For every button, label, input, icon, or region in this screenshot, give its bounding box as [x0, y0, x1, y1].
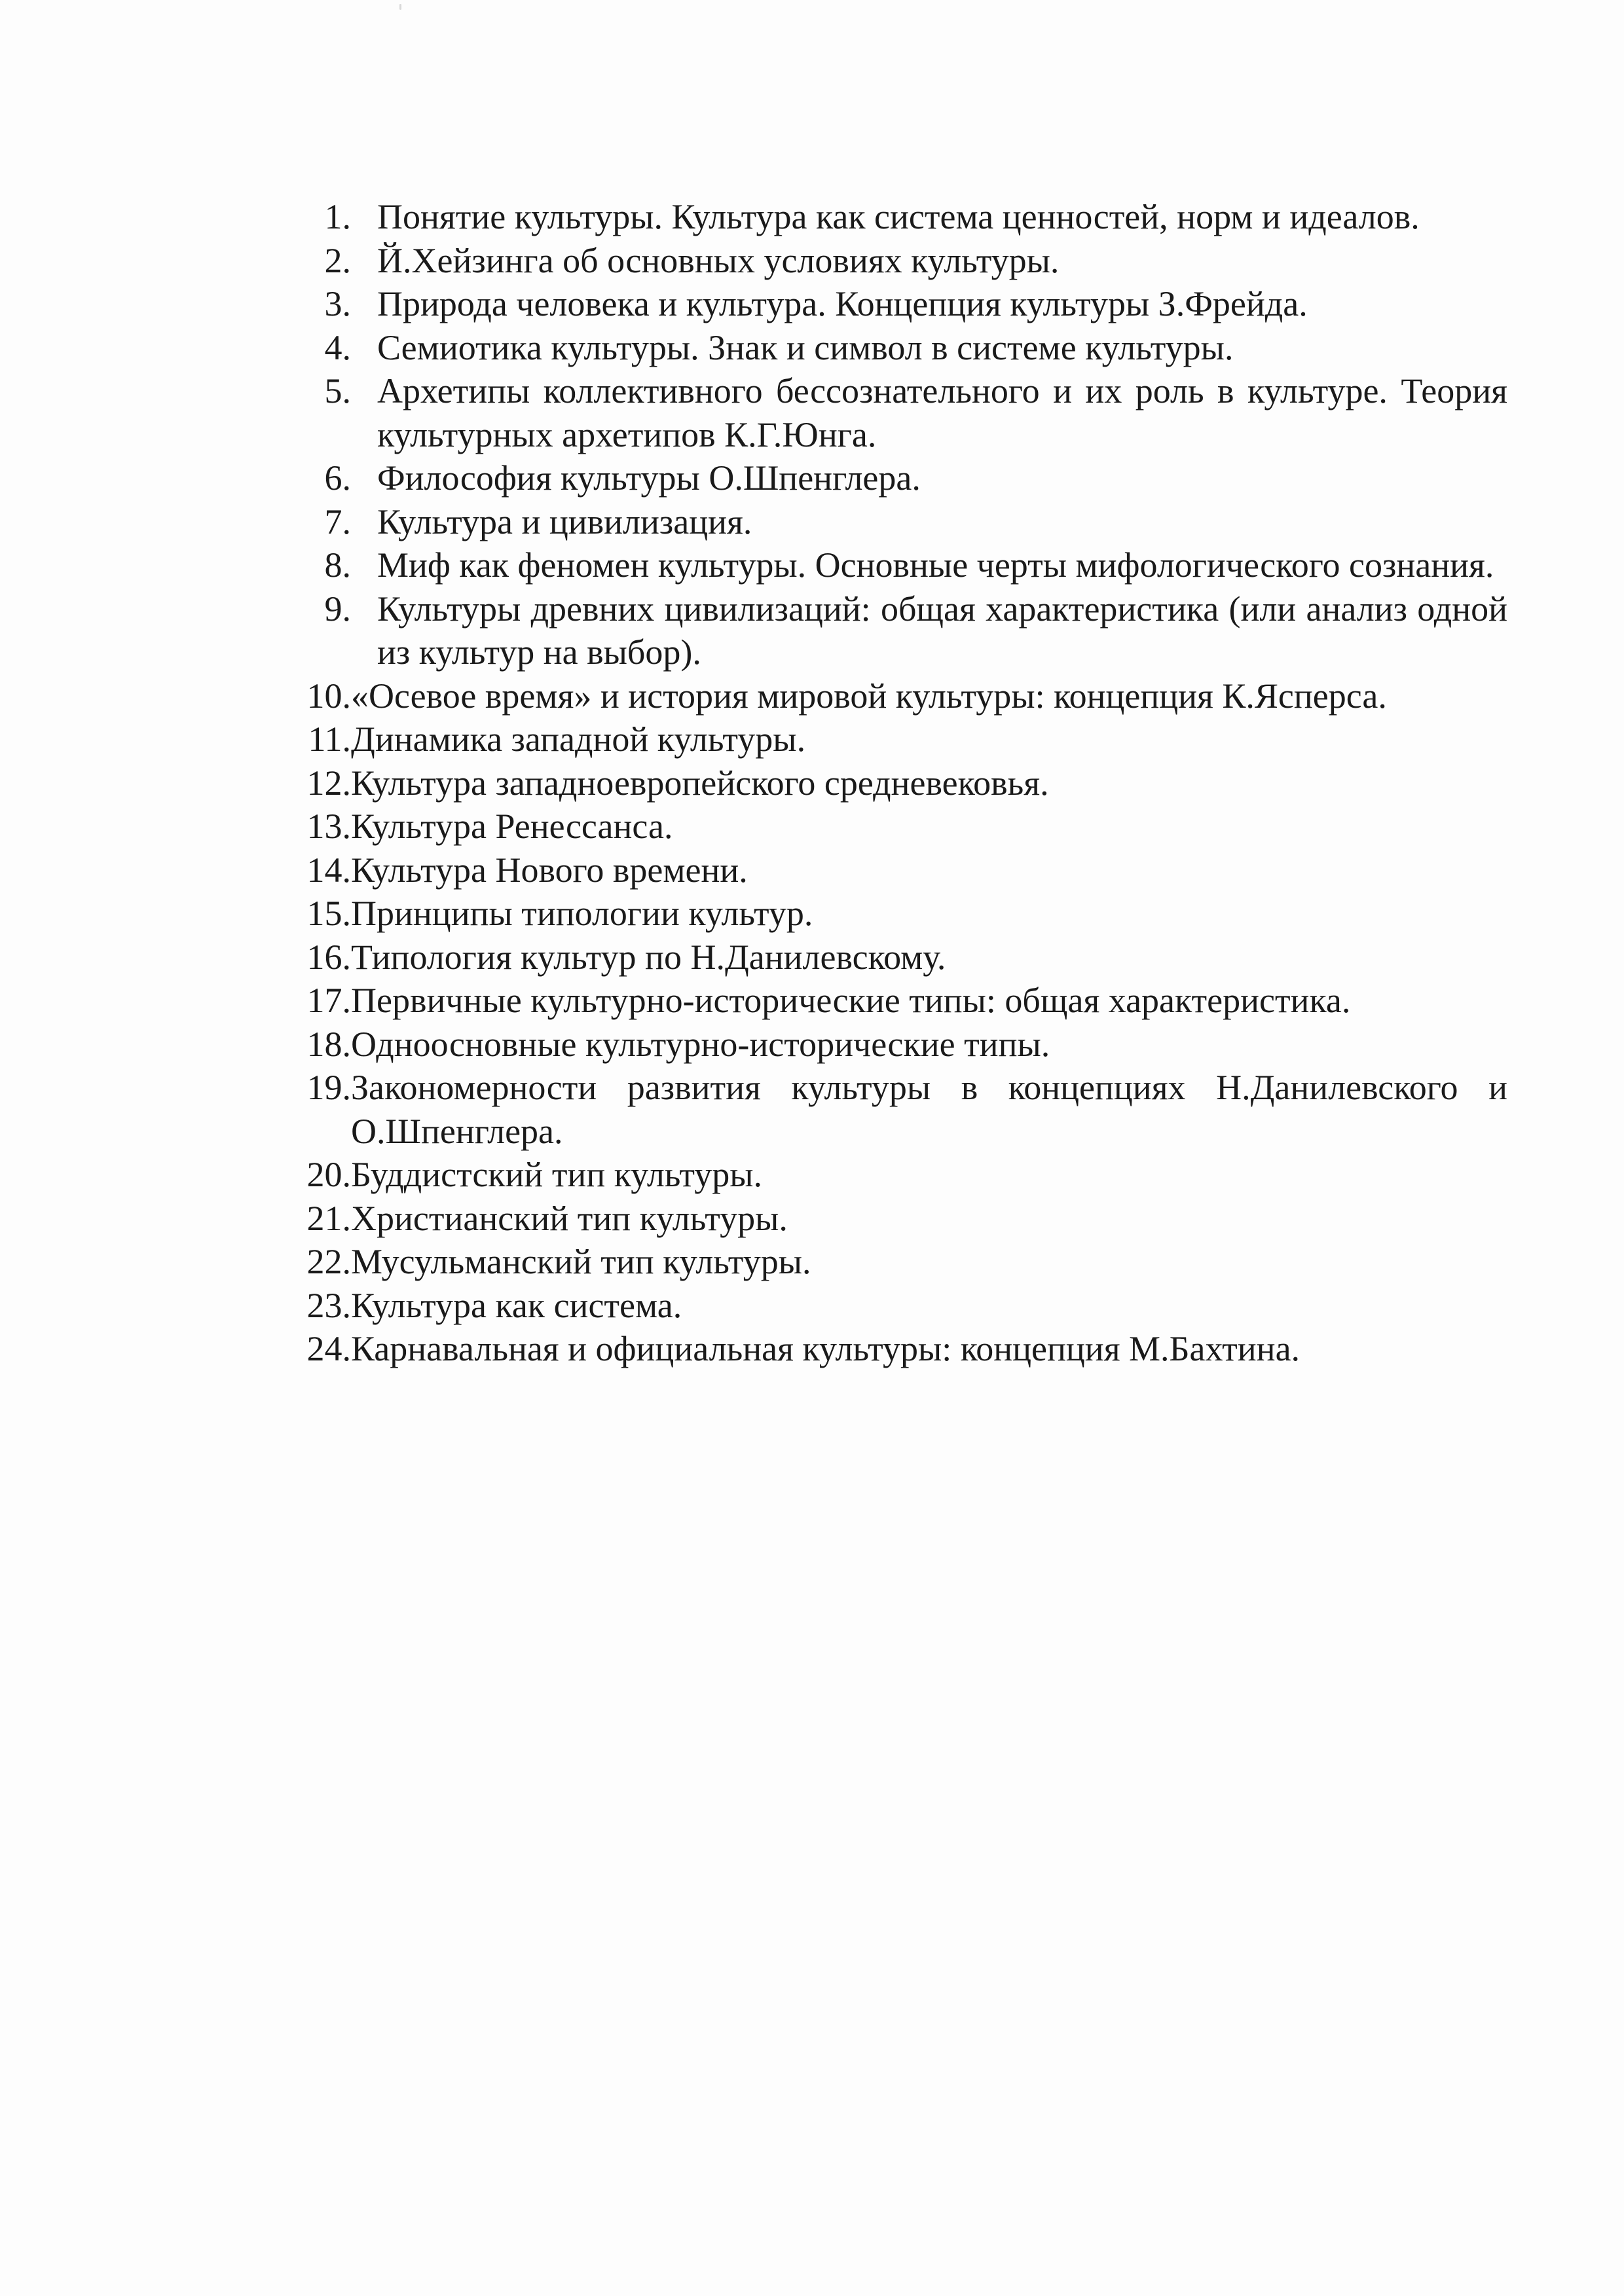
item-text: Архетипы коллективного бессознательного и их роль в культуре. Теория культурных архетипов К.Г.Юнга.: [377, 371, 1507, 454]
list-item: [288, 1327, 1507, 1371]
item-number: 20.: [306, 1155, 351, 1194]
item-number: 6.: [324, 458, 351, 498]
item-number: 8.: [324, 545, 351, 585]
list-item: [288, 195, 1507, 239]
item-text: Семиотика культуры. Знак и символ в системе культуры.: [377, 327, 1234, 367]
list-item: [288, 369, 1507, 456]
item-text: «Осевое время» и история мировой культуры: концепция К.Ясперса.: [351, 676, 1387, 716]
item-text: Миф как феномен культуры. Основные черты мифологического сознания.: [377, 545, 1494, 585]
list-item: [288, 936, 1507, 979]
item-text: Понятие культуры. Культура как система ценностей, норм и идеалов.: [377, 197, 1420, 236]
item-text: Культура и цивилизация.: [377, 501, 752, 541]
list-item: [288, 1153, 1507, 1197]
list-item: [288, 456, 1507, 500]
item-number: 18.: [306, 1024, 351, 1064]
item-text: Культура как система.: [351, 1285, 682, 1325]
item-number: 17.: [306, 981, 351, 1020]
item-number: 4.: [324, 327, 351, 367]
list-item: [288, 892, 1507, 936]
list-item: [288, 543, 1507, 587]
item-number: 3.: [324, 284, 351, 323]
scan-speck: [399, 4, 401, 10]
list-item: [288, 674, 1507, 718]
list-item: [288, 979, 1507, 1023]
list-item: [288, 1066, 1507, 1153]
item-text: Й.Хейзинга об основных условиях культуры.: [377, 240, 1060, 280]
item-text: Одноосновные культурно-исторические типы.: [351, 1024, 1050, 1064]
list-item: [288, 805, 1507, 848]
list-item: [288, 282, 1507, 326]
item-text: Первичные культурно-исторические типы: общая характеристика.: [351, 981, 1351, 1020]
item-number: 1.: [324, 197, 351, 236]
item-number: 11.: [308, 720, 351, 759]
item-number: 9.: [324, 589, 351, 629]
item-text: Мусульманский тип культуры.: [351, 1242, 811, 1281]
list-item: [288, 718, 1507, 761]
topic-list: [288, 195, 1507, 1371]
item-text: Типология культур по Н.Данилевскому.: [351, 937, 946, 977]
item-number: 12.: [306, 763, 351, 803]
list-item: [288, 1023, 1507, 1066]
item-text: Культуры древних цивилизаций: общая характеристика (или анализ одной из культур на выбор).: [377, 589, 1507, 672]
item-number: 10.: [306, 676, 351, 716]
list-item: [288, 326, 1507, 370]
item-text: Динамика западной культуры.: [351, 720, 806, 759]
item-number: 22.: [306, 1242, 351, 1281]
item-number: 2.: [324, 240, 351, 280]
list-item: [288, 1197, 1507, 1241]
item-text: Философия культуры О.Шпенглера.: [377, 458, 921, 498]
list-item: [288, 239, 1507, 283]
item-number: 16.: [306, 937, 351, 977]
item-number: 5.: [324, 371, 351, 410]
item-number: 19.: [306, 1068, 351, 1107]
item-number: 14.: [306, 850, 351, 890]
item-text: Принципы типологии культур.: [351, 894, 813, 933]
list-item: [288, 848, 1507, 892]
list-item: [288, 1284, 1507, 1328]
item-text: Культура западноевропейского средневековья.: [351, 763, 1049, 803]
item-number: 24.: [306, 1329, 351, 1368]
item-text: Христианский тип культуры.: [351, 1198, 788, 1238]
item-text: Природа человека и культура. Концепция культуры З.Фрейда.: [377, 284, 1308, 323]
item-number: 21.: [306, 1198, 351, 1238]
list-item: [288, 761, 1507, 805]
item-number: 7.: [324, 501, 351, 541]
list-item: [288, 587, 1507, 674]
item-number: 15.: [306, 894, 351, 933]
item-text: Закономерности развития культуры в концепциях Н.Данилевского и О.Шпенглера.: [351, 1068, 1507, 1151]
item-text: Культура Нового времени.: [351, 850, 748, 890]
item-text: Буддистский тип культуры.: [351, 1155, 763, 1194]
item-number: 13.: [306, 807, 351, 846]
item-text: Карнавальная и официальная культуры: концепция М.Бахтина.: [351, 1329, 1301, 1368]
item-number: 23.: [306, 1285, 351, 1325]
item-text: Культура Ренессанса.: [351, 807, 673, 846]
list-item: [288, 500, 1507, 544]
list-item: [288, 1240, 1507, 1284]
